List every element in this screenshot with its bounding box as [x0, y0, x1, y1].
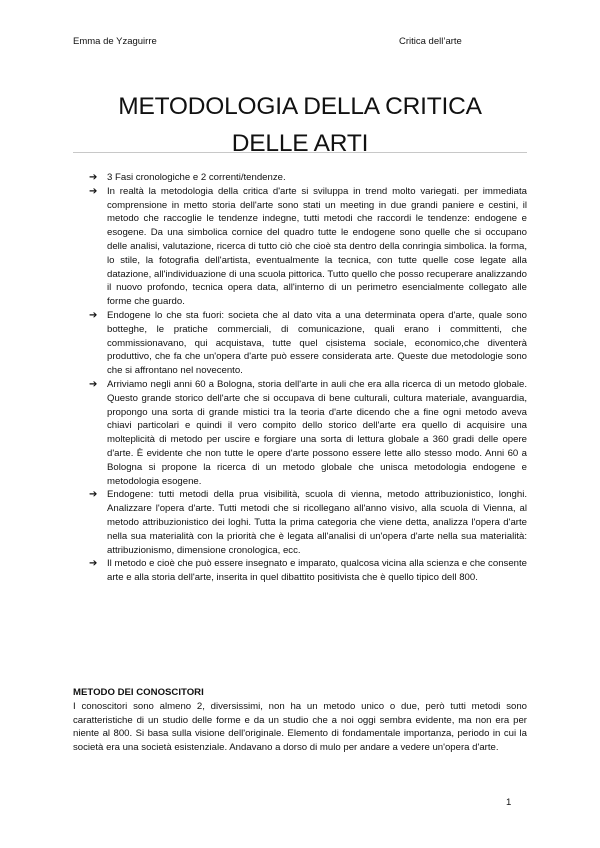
title-line-1: METODOLOGIA DELLA CRITICA — [118, 93, 482, 121]
list-item-text: In realtà la metodologia della critica d'arte si sviluppa in trend molto variegati. per immediata comprensione in metto storia dell'arte sono stati un meeting in due grandi paniere e cestini, il metodo che raccoglie le tendenze indegne, tutti metodi che raccordi le tendenze: endogene e esogene. Da una simbolica cornice del quadro tutte le endogene sono quelle che si occupano delle analisi, valutazione, ricerca di tutto ciò che cioè sta dentro della conringia simbolica. la forma, lo stile, la fotografia dell'artista, eventualmente la tecnica, con tutte quelle cose legate alla datazione, all'individuazione di una scuola pittorica. Tutto quello che posso recuperare analizzando il nuovo profondo, tecnica opera data, all'interno di un perimetro esencialmente collegato alle forme che guardo. — [107, 185, 527, 308]
list-item-text: Arriviamo negli anni 60 a Bologna, storia dell'arte in auli che era alla ricerca di un metodo globale. Questo grande storico dell'arte che si occupava di bene culturali, cultura materiale, avanguardia, propongo una sorta di grande mistici tra la teoria d'arte dicendo che a fine ogni metodo aveva chiavi particolari e quindi il vero compito dello storico dell'arte era quello di acquisire una molteplicità di metodo per uscire e forgiare una sorta di lettura globale a 360 gradi delle opere d'arte. È evidente che non tutte le opere d'arte possono essere lette allo stesso modo. Anni 60 a Bologna si propone la ricerca di un metodo globale che unisca metodologia endogene e metodologia esogene. — [107, 378, 527, 487]
list-item — [89, 185, 527, 309]
section-heading: METODO DEI CONOSCITORI — [73, 687, 204, 698]
section-paragraph: I conoscitori sono almeno 2, diversissimi, non ha un metodo unico o due, però tutti metodi sono caratteristiche di un studio delle forme e da un studio che a noi oggi sembra evidente, ma non era per niente al 800. Si basa sulla visione dell'originale. Elemento di fondamentale importanza, periodo in cui la società era una società esistenziale. Andavano a dorso di mulo per andare a vedere un'opera d'arte. — [73, 700, 527, 754]
page-header — [73, 36, 527, 50]
header-subject: Critica dell’arte — [399, 36, 462, 47]
list-item — [89, 488, 527, 557]
list-item — [89, 309, 527, 378]
arrow-icon: ➔ — [89, 489, 98, 501]
list-item-text: Il metodo e cioè che può essere insegnato e imparato, qualcosa vicina alla scienza e che consente arte e alla storia dell'arte, inserita in quel dibattito positivista che è quello tipico dell 800. — [107, 558, 527, 584]
list-item-text: Endogene lo che sta fuori: societa che al dato vita a una determinata opera d'arte, quale sono botteghe, le pratiche commerciali, di comunicazione, quali erano i committenti, che commissionavano, qui acquistava, tutte quel cịsistema sociale, economico,che diventerà produttivo, che fa che un'opera d'arte può essere considerata arte. Queste due metodologie sono che si affrontano nel novecento. — [107, 309, 527, 377]
arrow-icon: ➔ — [89, 185, 98, 197]
list-item — [89, 171, 527, 185]
list-item-text: Endogene: tutti metodi della prua visibilità, scuola di vienna, metodo attribuzionistico, longhi. Analizzare l'opera d'arte. Tutti metodi che si ricollegano all'anno visivo, alla scuola di Vienna, al metodo attribuzionistico dei loghi. Tutta la prima categoria che viene detta, analizza l'opera d'arte nella sua materialità con la priorità che è legata all'analisi di un'opera d'arte nella sua materialità: attribuzionismo, dimensione cronologica, ecc. — [107, 489, 527, 556]
header-author: Emma de Yzaguirre — [73, 36, 157, 47]
list-item-text: 3 Fasi cronologiche e 2 correnti/tendenze. — [107, 172, 286, 183]
arrow-icon: ➔ — [89, 558, 98, 570]
arrow-icon: ➔ — [89, 172, 98, 183]
arrow-icon: ➔ — [89, 378, 98, 390]
list-item — [89, 557, 527, 585]
title-divider — [73, 152, 527, 153]
section-conoscitori — [73, 686, 527, 755]
bullet-list — [89, 171, 527, 585]
title-line-2: DELLE ARTI — [231, 130, 369, 158]
page-number: 1 — [506, 797, 512, 808]
arrow-icon: ➔ — [89, 309, 98, 321]
list-item — [89, 378, 527, 488]
